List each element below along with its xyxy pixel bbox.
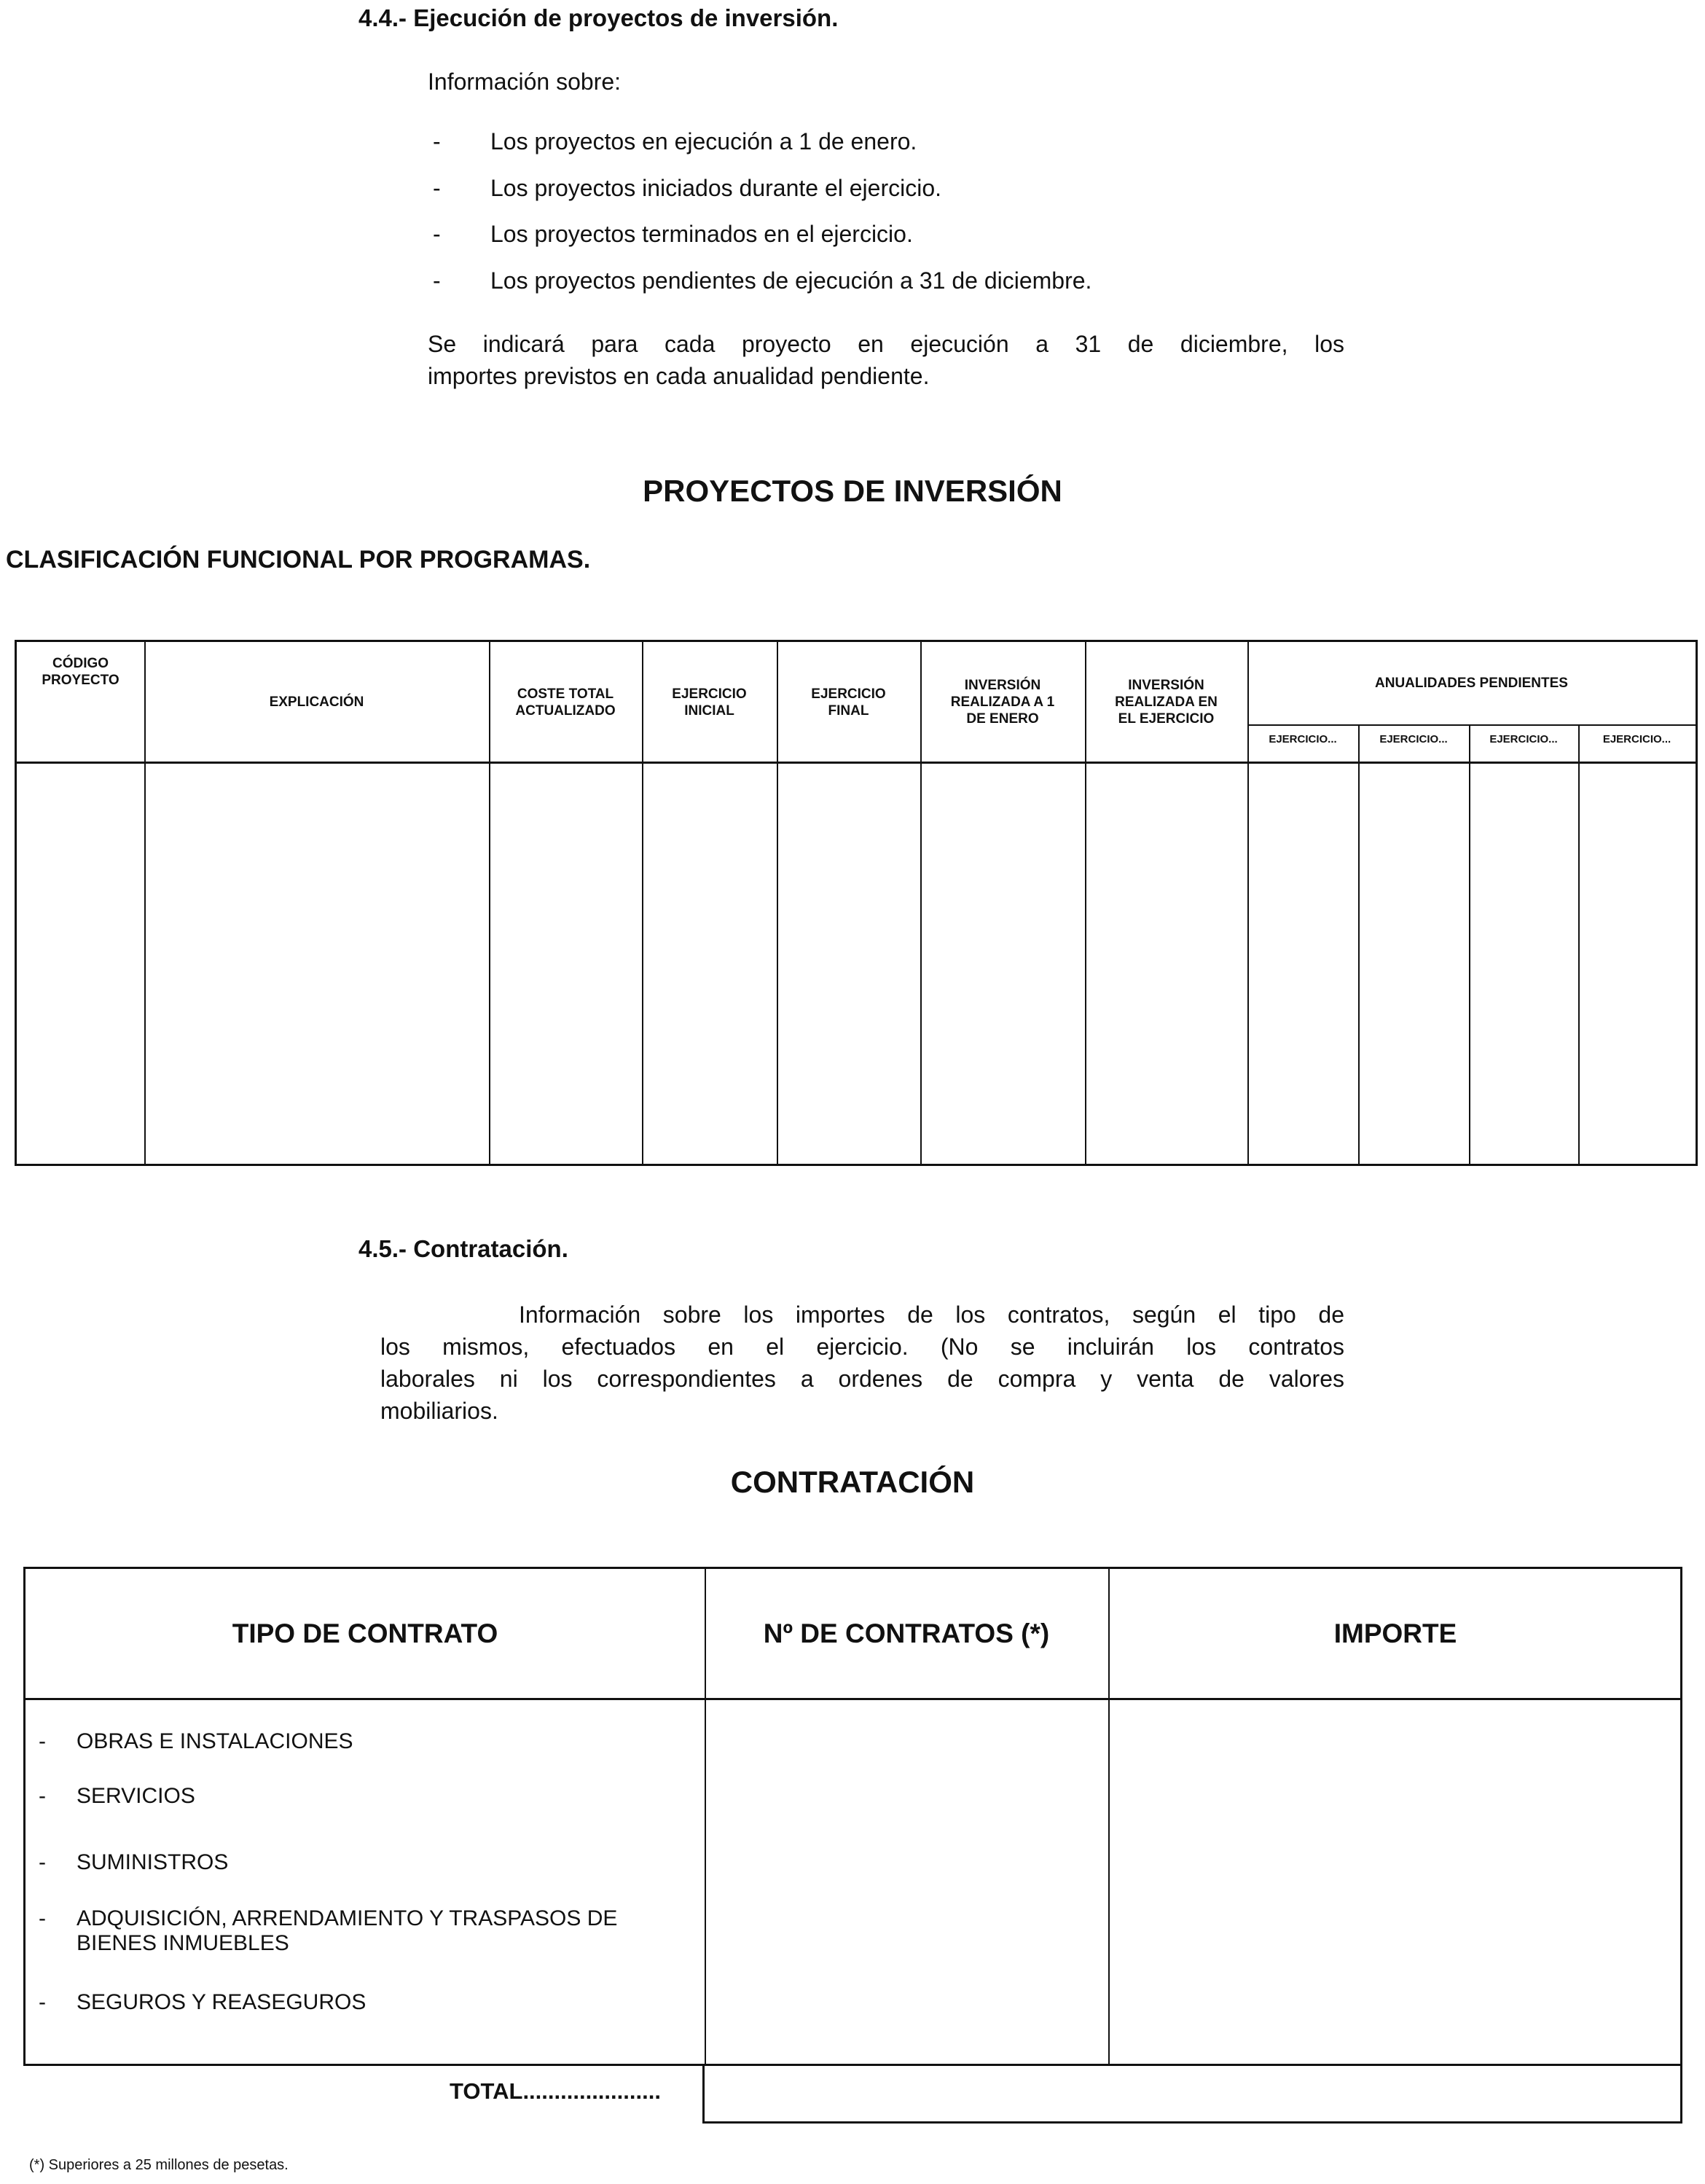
row-dash: - <box>39 1850 46 1874</box>
header-ejercicio-inicial: EJERCICIO INICIAL <box>672 686 747 719</box>
total-label: TOTAL...................... <box>450 2078 661 2104</box>
bullet-dash: - <box>433 221 441 247</box>
bullet-dash: - <box>433 267 441 294</box>
row-dash: - <box>39 1784 46 1808</box>
section-heading-4-5: 4.5.- Contratación. <box>358 1235 568 1262</box>
header-ejercicio-sub: EJERCICIO... <box>1269 732 1337 745</box>
header-num-contratos: Nº DE CONTRATOS (*) <box>763 1619 1050 1648</box>
bullet-dash: - <box>433 128 441 154</box>
contratacion-table <box>23 1567 1682 2066</box>
header-importe: IMPORTE <box>1333 1619 1457 1648</box>
contratacion-text-line: mobiliarios. <box>380 1398 498 1424</box>
sub-column-divider <box>1578 724 1580 1164</box>
contratacion-text-line: Información sobre los importes de los contratos, según el tipo de <box>519 1302 1344 1328</box>
section-heading-4-4: 4.4.- Ejecución de proyectos de inversión. <box>358 4 839 31</box>
header-ejercicio-sub: EJERCICIO... <box>1602 732 1671 745</box>
row-dash: - <box>39 1729 46 1753</box>
bullet-dash: - <box>433 175 441 201</box>
header-explicacion: EXPLICACIÓN <box>269 694 364 710</box>
total-row-cells <box>702 2064 1682 2124</box>
contract-type-label: OBRAS E INSTALACIONES <box>77 1729 353 1753</box>
proyectos-title: PROYECTOS DE INVERSIÓN <box>643 474 1062 508</box>
header-tipo-contrato: TIPO DE CONTRATO <box>232 1619 498 1648</box>
footnote: (*) Superiores a 25 millones de pesetas. <box>29 2157 289 2173</box>
list-item: Los proyectos en ejecución a 1 de enero. <box>490 128 917 154</box>
contract-type-label: SEGUROS Y REASEGUROS <box>77 1990 367 2014</box>
header-inversion-enero: INVERSIÓN REALIZADA A 1 DE ENERO <box>950 678 1055 727</box>
proyectos-table <box>15 640 1698 1166</box>
header-inversion-ejercicio: INVERSIÓN REALIZADA EN EL EJERCICIO <box>1115 678 1218 727</box>
header-ejercicio-sub: EJERCICIO... <box>1379 732 1448 745</box>
contract-type-label: SUMINISTROS <box>77 1850 229 1874</box>
contract-type-label: SERVICIOS <box>77 1784 195 1808</box>
contratacion-text-line: laborales ni los correspondientes a ordenes de compra y venta de valores <box>380 1366 1344 1392</box>
list-item: Los proyectos pendientes de ejecución a 31 de diciembre. <box>490 267 1092 294</box>
header-ejercicio-sub: EJERCICIO... <box>1489 732 1558 745</box>
row-dash: - <box>39 1990 46 2014</box>
note-line: Se indicará para cada proyecto en ejecución a 31 de diciembre, los <box>428 331 1344 357</box>
header-ejercicio-final: EJERCICIO FINAL <box>811 686 886 719</box>
proyectos-subtitle: CLASIFICACIÓN FUNCIONAL POR PROGRAMAS. <box>6 546 591 574</box>
header-coste-total: COSTE TOTAL ACTUALIZADO <box>515 686 616 719</box>
header-anualidades-pendientes: ANUALIDADES PENDIENTES <box>1375 676 1568 691</box>
row-dash: - <box>39 1906 46 1930</box>
header-codigo-proyecto: CÓDIGO PROYECTO <box>42 656 119 688</box>
list-item: Los proyectos iniciados durante el ejercicio. <box>490 175 941 201</box>
intro-text: Información sobre: <box>428 69 622 95</box>
sub-column-divider <box>1358 724 1360 1164</box>
note-line: importes previstos en cada anualidad pendiente. <box>428 363 930 389</box>
contract-type-label: ADQUISICIÓN, ARRENDAMIENTO Y TRASPASOS DE BIENES INMUEBLES <box>77 1906 618 1955</box>
contratacion-title: CONTRATACIÓN <box>730 1465 975 1499</box>
sub-column-divider <box>1469 724 1470 1164</box>
list-item: Los proyectos terminados en el ejercicio. <box>490 221 913 247</box>
contratacion-text-line: los mismos, efectuados en el ejercicio. (No se incluirán los contratos <box>380 1334 1344 1360</box>
